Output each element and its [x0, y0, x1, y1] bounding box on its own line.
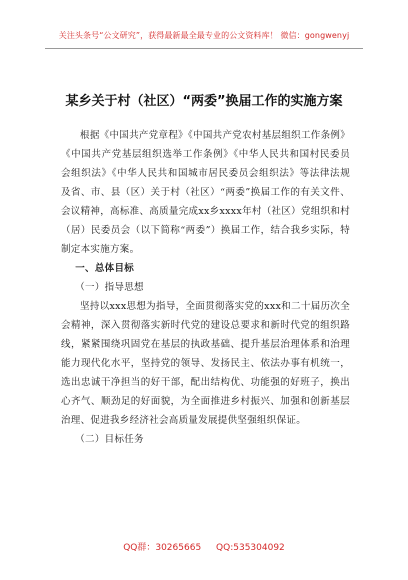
header-divider	[45, 48, 363, 49]
intro-paragraph: 根据《中国共产党章程》《中国共产党农村基层组织工作条例》《中国共产党基层组织选举工作条例》《中华人民共和国村民委员会组织法》《中华人民共和国城市居民委员会组织法》等法律法规及省、市、县（区）关于村（社区）“两委”换届工作的有关文件、会议精神，高标准、高质量完成xx乡xxxx年村（社区）党组织和村（居）民委员会（以下简称“两委”）换届工作，结合我乡实际，特制定本实施方案。	[61, 130, 350, 255]
subsection-heading: （一）指导思想	[75, 282, 144, 293]
qq-text: QQ:535304092	[216, 543, 285, 553]
section-heading: 一、总体目标	[75, 263, 135, 274]
body-paragraph: 坚持以xxx思想为指导，全面贯彻落实党的xxx和二十届历次全会精神，深入贯彻落实新时代党的建设总要求和新时代党的组织路线，紧紧围绕巩固党在基层的执政基础、提升基层治理体系和治理能力现代化水平，坚持党的领导、发扬民主、依法办事有机统一，选出忠诚干净担当的好干部，配出结构优、功能强的好班子，换出心齐气、顺劲足的好面貌，为全面推进乡村振兴、加强和创新基层治理、促进我乡经济社会高质量发展提供坚强组织保证。	[61, 301, 350, 426]
footer-contact	[0, 540, 408, 553]
subsection-heading: （二）目标任务	[75, 434, 144, 445]
header-banner: 关注头条号“公文研究”，获得最新最全最专业的公文资料库！ 微信：gongwenyj	[58, 31, 350, 40]
qq-group-text: QQ群：30265665	[123, 543, 202, 553]
document-body	[61, 126, 350, 449]
document-title: 某乡关于村（社区）“两委”换届工作的实施方案	[65, 94, 343, 109]
